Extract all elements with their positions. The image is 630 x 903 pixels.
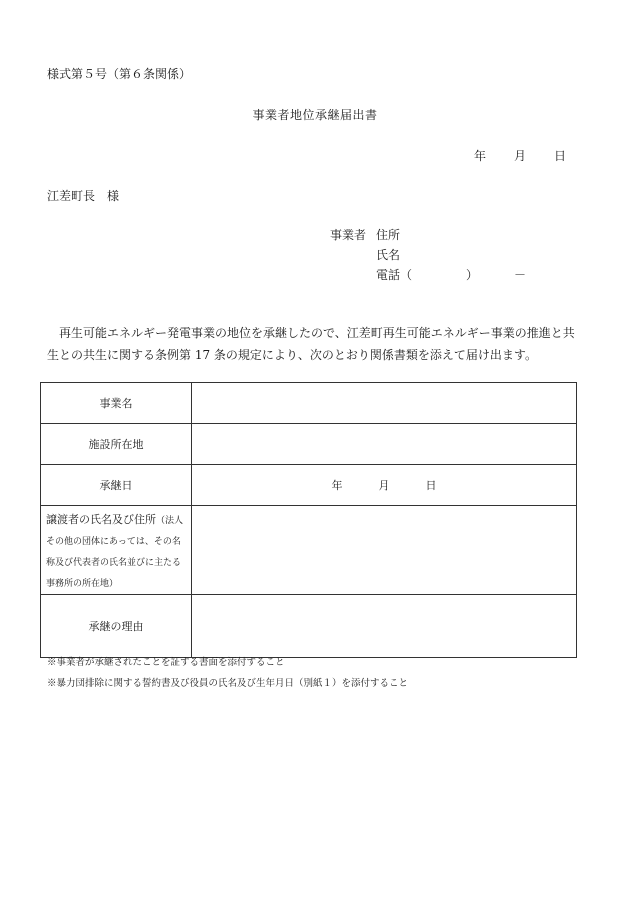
phone-label: 電話（ [376, 268, 413, 282]
form-number: 様式第５号（第６条関係） [47, 67, 192, 81]
phone-dash: － [514, 268, 527, 282]
addressee: 江差町長 様 [47, 189, 120, 203]
date-month-label: 月 [514, 149, 527, 163]
succession-month-label: 月 [378, 479, 390, 492]
transferor-label-note: （法人その他の団体にあっては、その名称及び代表者の氏名並びに主たる事務所の所在地） [46, 516, 184, 589]
date-day-label: 日 [554, 149, 567, 163]
declaration-text: 再生可能エネルギー発電事業の地位を承継したので、江差町再生可能エネルギー事業の推進と共生との共生に関する条例第 17 条の規定により、次のとおり関係書類を添えて届け出ます。 [47, 326, 575, 362]
facility-location-label: 施設所在地 [41, 424, 192, 465]
business-name-field[interactable] [192, 383, 577, 424]
succession-day-label: 日 [425, 479, 437, 492]
reason-label: 承継の理由 [41, 595, 192, 658]
submission-date [474, 147, 566, 164]
date-year-label: 年 [474, 149, 487, 163]
applicant-block [330, 226, 526, 286]
succession-date-field[interactable] [192, 465, 577, 506]
succession-year-label: 年 [331, 479, 343, 492]
address-label: 住所 [376, 228, 401, 242]
document-title: 事業者地位承継届出書 [252, 108, 378, 122]
succession-date-label: 承継日 [41, 465, 192, 506]
phone-close-paren: ） [466, 268, 479, 282]
note-attachment: ※事業者が承継されたことを証する書面を添付すること [47, 657, 285, 668]
transferor-label-main: 譲渡者の氏名及び住所 [46, 513, 156, 526]
applicant-label: 事業者 [330, 228, 367, 242]
note-pledge: ※暴力団排除に関する誓約書及び役員の氏名及び生年月日（別紙１）を添付すること [47, 678, 409, 689]
reason-field[interactable] [192, 595, 577, 658]
notification-table [40, 382, 577, 658]
facility-location-field[interactable] [192, 424, 577, 465]
transferor-field[interactable] [192, 506, 577, 595]
business-name-label: 事業名 [41, 383, 192, 424]
name-label: 氏名 [376, 248, 401, 262]
transferor-label [41, 506, 192, 595]
